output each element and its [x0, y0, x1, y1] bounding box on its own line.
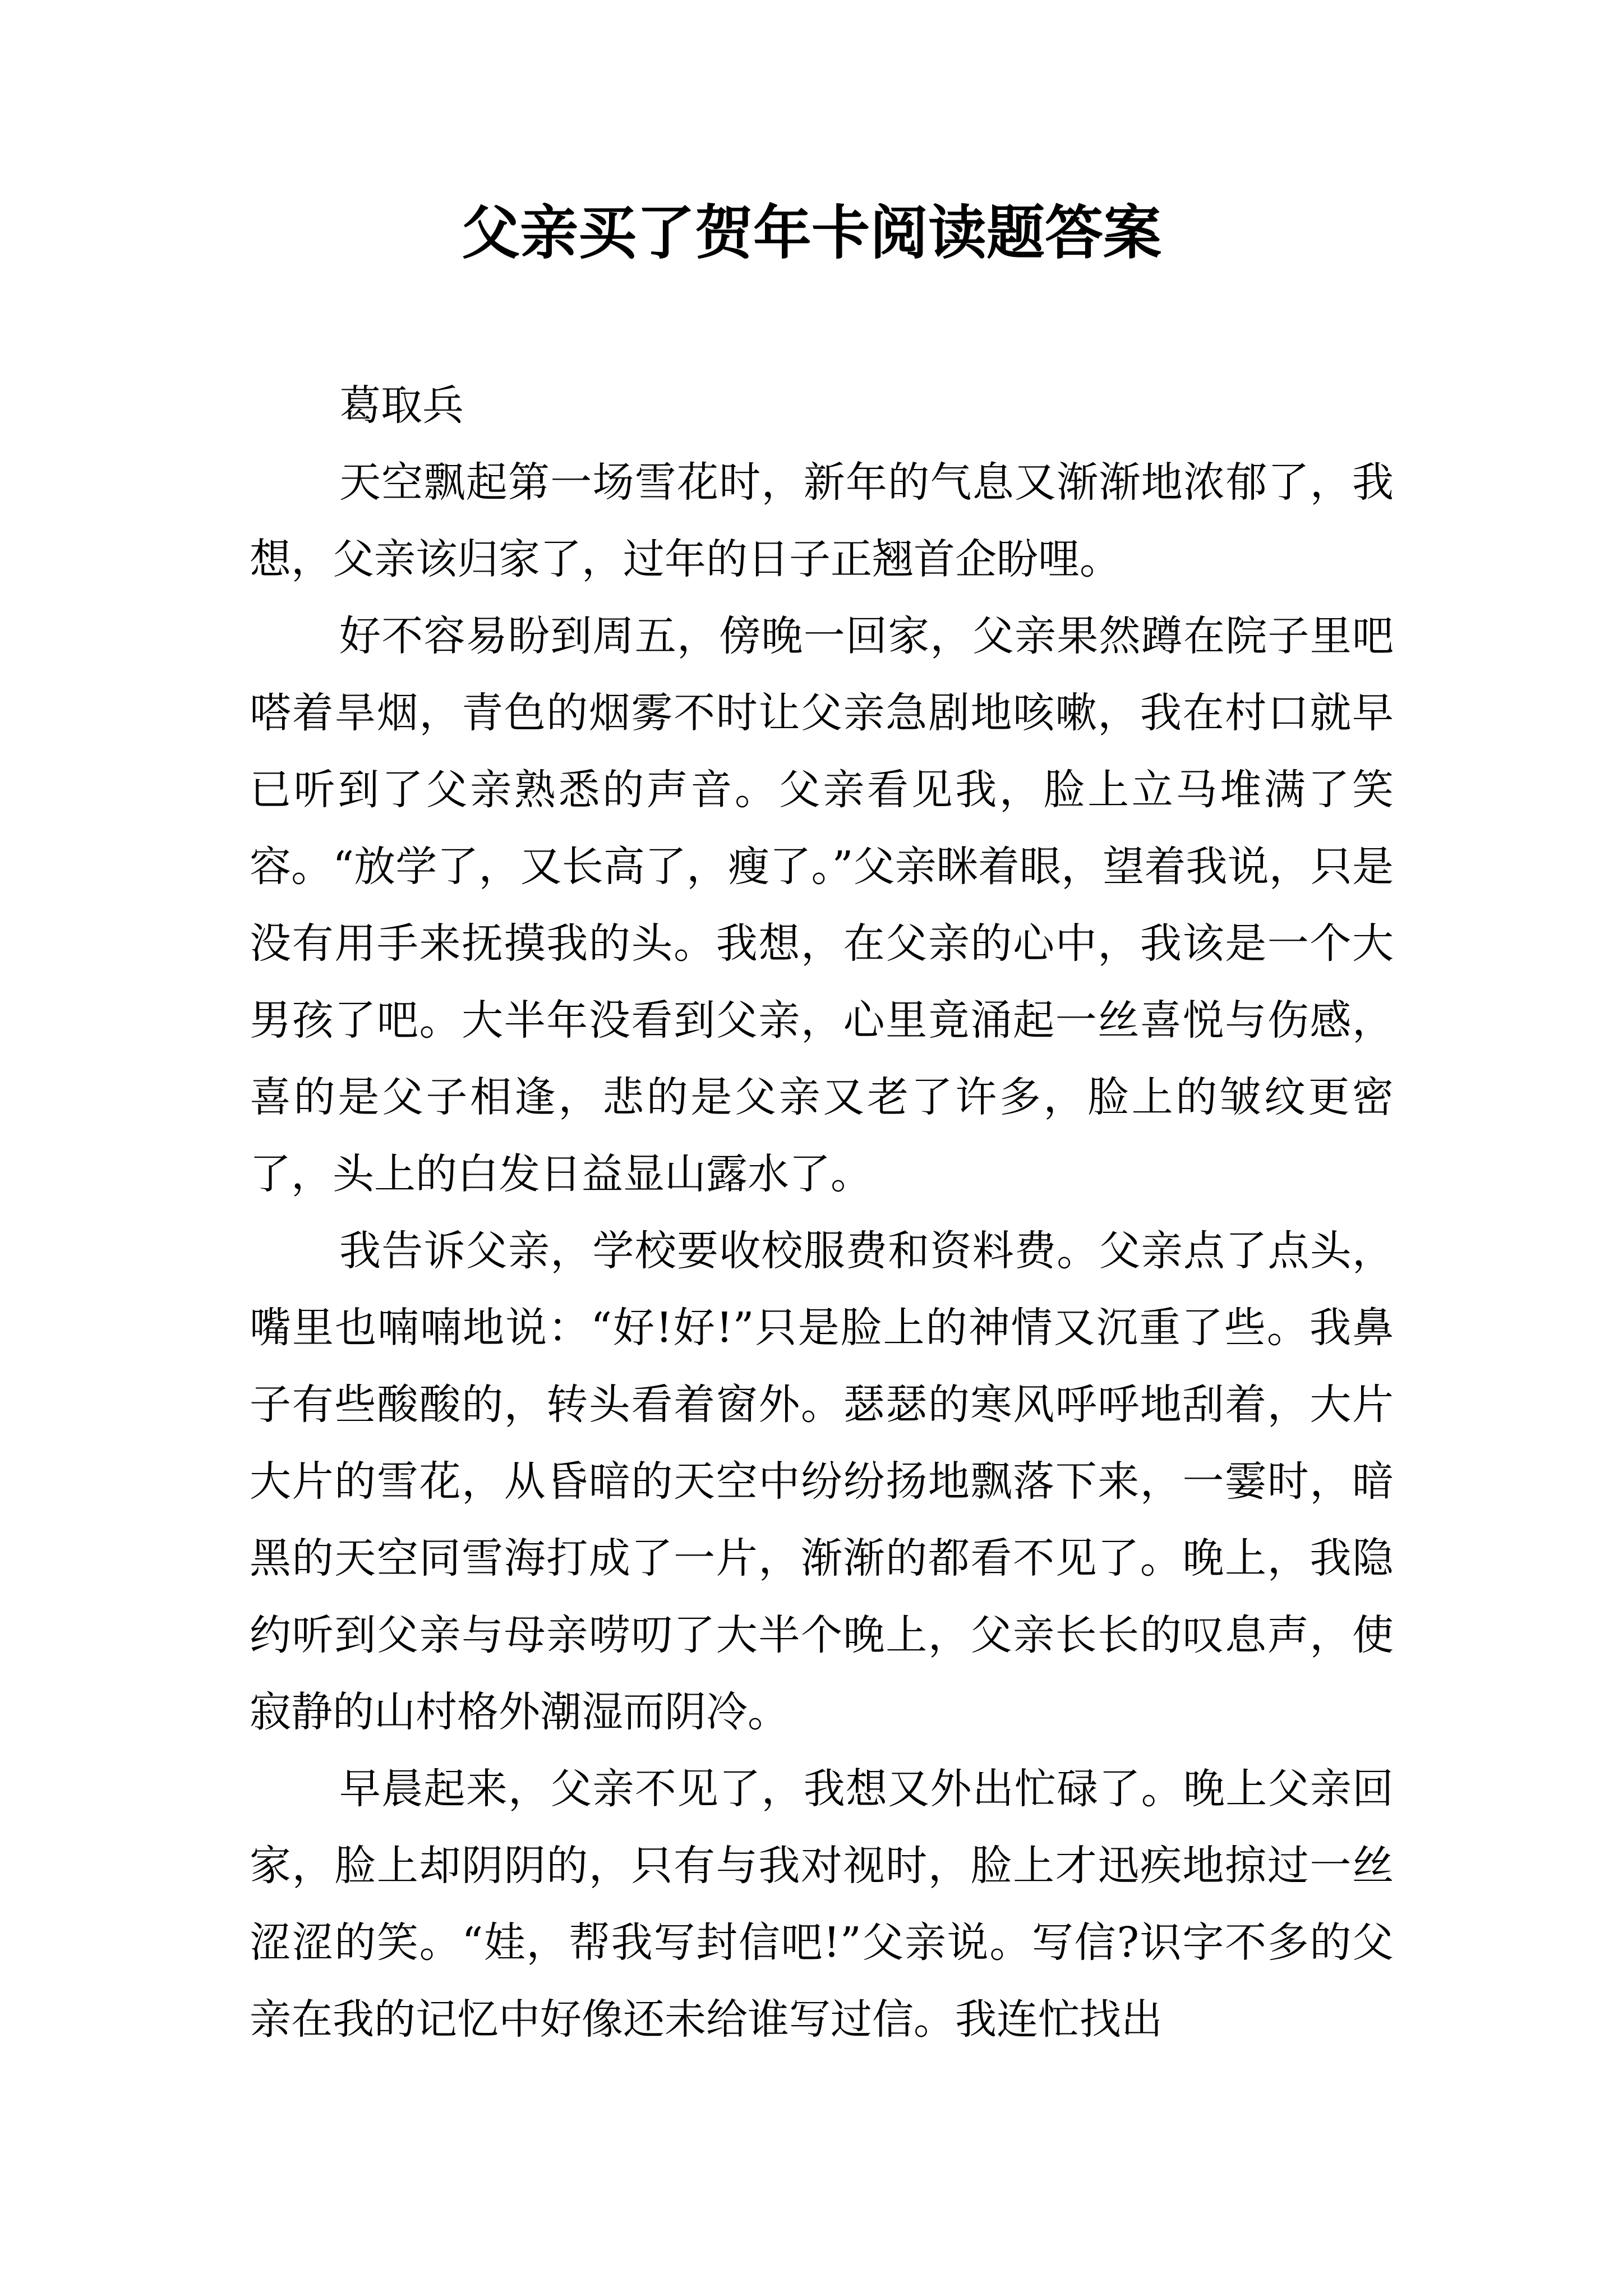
author-line: 葛取兵: [339, 381, 464, 430]
document-body: [250, 367, 1394, 2058]
paragraph-2: 好不容易盼到周五，傍晚一回家，父亲果然蹲在院子里吧嗒着旱烟，青色的烟雾不时让父亲急剧地咳嗽，我在村口就早已听到了父亲熟悉的声音。父亲看见我，脸上立马堆满了笑容。“放学了，又长高了，瘦了。”父亲眯着眼，望着我说，只是没有用手来抚摸我的头。我想，在父亲的心中，我该是一个大男孩了吧。大半年没看到父亲，心里竟涌起一丝喜悦与伤感，喜的是父子相逢，悲的是父亲又老了许多，脸上的皱纹更密了，头上的白发日益显山露水了。: [250, 612, 1394, 1198]
paragraph-1: 天空飘起第一场雪花时，新年的气息又渐渐地浓郁了，我想，父亲该归家了，过年的日子正翘首企盼哩。: [250, 458, 1394, 583]
document-title: 父亲买了贺年卡阅读题答案: [461, 198, 1161, 267]
paragraph-4: 早晨起来，父亲不见了，我想又外出忙碌了。晚上父亲回家，脸上却阴阴的，只有与我对视时，脸上才迅疾地掠过一丝涩涩的笑。“娃，帮我写封信吧!”父亲说。写信?识字不多的父亲在我的记忆中好像还未给谁写过信。我连忙找出: [250, 1765, 1394, 2044]
paragraph-3: 我告诉父亲，学校要收校服费和资料费。父亲点了点头，嘴里也喃喃地说：“好!好!”只是脸上的神情又沉重了些。我鼻子有些酸酸的，转头看着窗外。瑟瑟的寒风呼呼地刮着，大片大片的雪花，从昏暗的天空中纷纷扬地飘落下来，一霎时，暗黑的天空同雪海打成了一片，渐渐的都看不见了。晚上，我隐约听到父亲与母亲唠叨了大半个晚上，父亲长长的叹息声，使寂静的山村格外潮湿而阴冷。: [250, 1227, 1394, 1736]
